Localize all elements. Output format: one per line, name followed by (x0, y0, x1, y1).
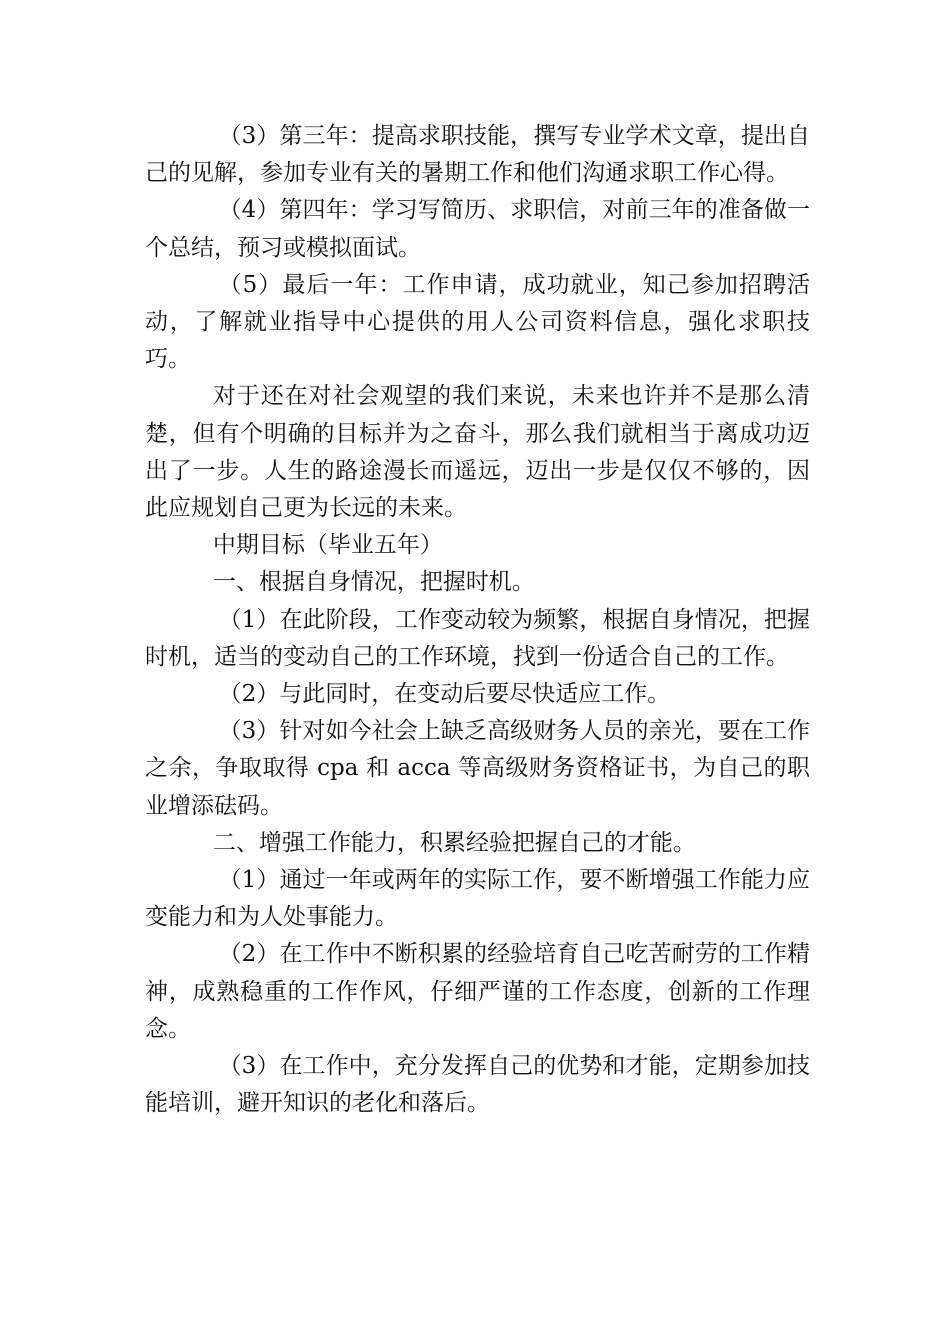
paragraph-year-three: （3）第三年：提高求职技能，撰写专业学术文章，提出自己的见解，参加专业有关的暑期工作和他们沟通求职工作心得。 (145, 123, 810, 187)
paragraph-work-ability: （1）通过一年或两年的实际工作，要不断增强工作能力应变能力和为人处事能力。 (145, 867, 810, 931)
paragraph-adapt-work: （2）与此同时，在变动后要尽快适应工作。 (218, 681, 671, 708)
paragraph-final-year: （5）最后一年：工作申请，成功就业，知己参加招聘活动，了解就业指导中心提供的用人公司资料信息，强化求职技巧。 (145, 271, 810, 373)
paragraph-future-outlook: 对于还在对社会观望的我们来说，未来也许并不是那么清楚，但有个明确的目标并为之奋斗，那么我们就相当于离成功迈出了一步。人生的路途漫长而遥远，迈出一步是仅仅不够的，因此应规划自己更为长远的未来。 (145, 383, 810, 522)
paragraph-job-change: （1）在此阶段，工作变动较为频繁，根据自身情况，把握时机，适当的变动自己的工作环境，找到一份适合自己的工作。 (145, 606, 810, 670)
section-heading-mid-term: 中期目标（毕业五年） (212, 532, 443, 559)
subheading-seize-opportunity: 一、根据自身情况，把握时机。 (212, 569, 535, 596)
paragraph-work-spirit: （2）在工作中不断积累的经验培育自己吃苦耐劳的工作精神，成熟稳重的工作作风，仔细严谨的工作态度，创新的工作理念。 (145, 941, 810, 1042)
paragraph-certificates: （3）针对如今社会上缺乏高级财务人员的亲光，要在工作之余，争取取得 cpa 和 acca 等高级财务资格证书，为自己的职业增添砝码。 (145, 718, 810, 819)
paragraph-year-four: （4）第四年：学习写简历、求职信，对前三年的准备做一个总结，预习或模拟面试。 (145, 197, 810, 261)
document-body (145, 118, 810, 1122)
subheading-enhance-ability: 二、增强工作能力，积累经验把握自己的才能。 (212, 829, 696, 856)
paragraph-skill-training: （3）在工作中，充分发挥自己的优势和才能，定期参加技能培训，避开知识的老化和落后。 (145, 1053, 810, 1117)
